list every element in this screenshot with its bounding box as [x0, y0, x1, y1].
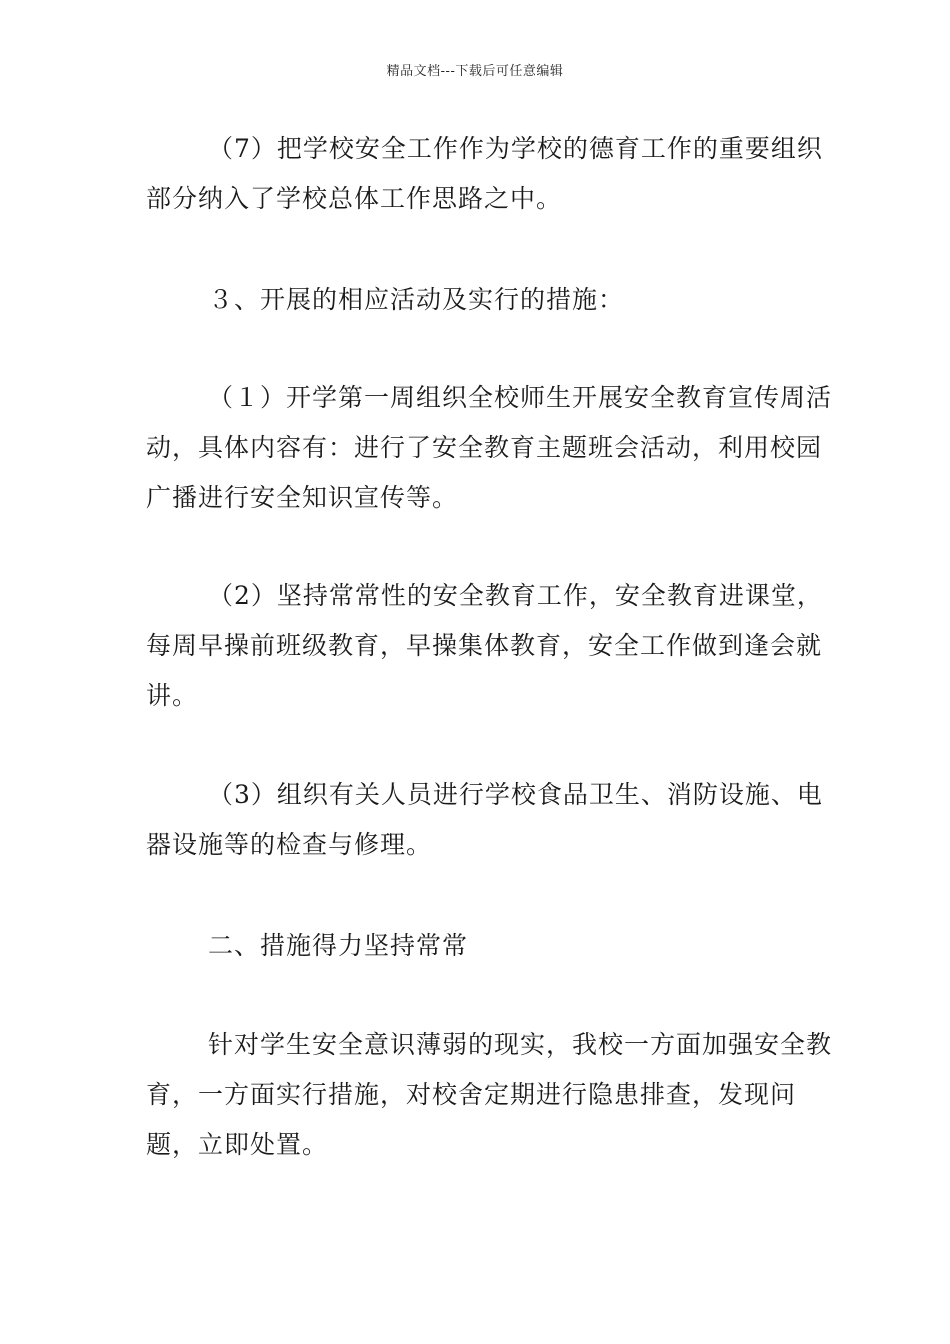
paragraph-item-3: （3）组织有关人员进行学校食品卫生、消防设施、电器设施等的检查与修理。: [146, 780, 823, 859]
section-heading-two: 二、措施得力坚持常常: [208, 931, 469, 960]
paragraph-safety-awareness: 针对学生安全意识薄弱的现实，我校一方面加强安全教育，一方面实行措施，对校舍定期进行隐患排查，发现问题，立即处置。: [146, 1030, 833, 1159]
paragraph-item-7: （7）把学校安全工作作为学校的德育工作的重要组织部分纳入了学校总体工作思路之中。: [146, 134, 823, 213]
paragraph-item-2: （2）坚持常常性的安全教育工作，安全教育进课堂，每周早操前班级教育，早操集体教育，安全工作做到逢会就讲。: [146, 581, 823, 710]
page-header: 精品文档---下载后可任意编辑: [386, 64, 564, 79]
paragraph-item-1: （１）开学第一周组织全校师生开展安全教育宣传周活动，具体内容有：进行了安全教育主题班会活动，利用校园广播进行安全知识宣传等。: [146, 383, 833, 512]
section-heading-measures: ３、开展的相应活动及实行的措施：: [208, 285, 625, 314]
